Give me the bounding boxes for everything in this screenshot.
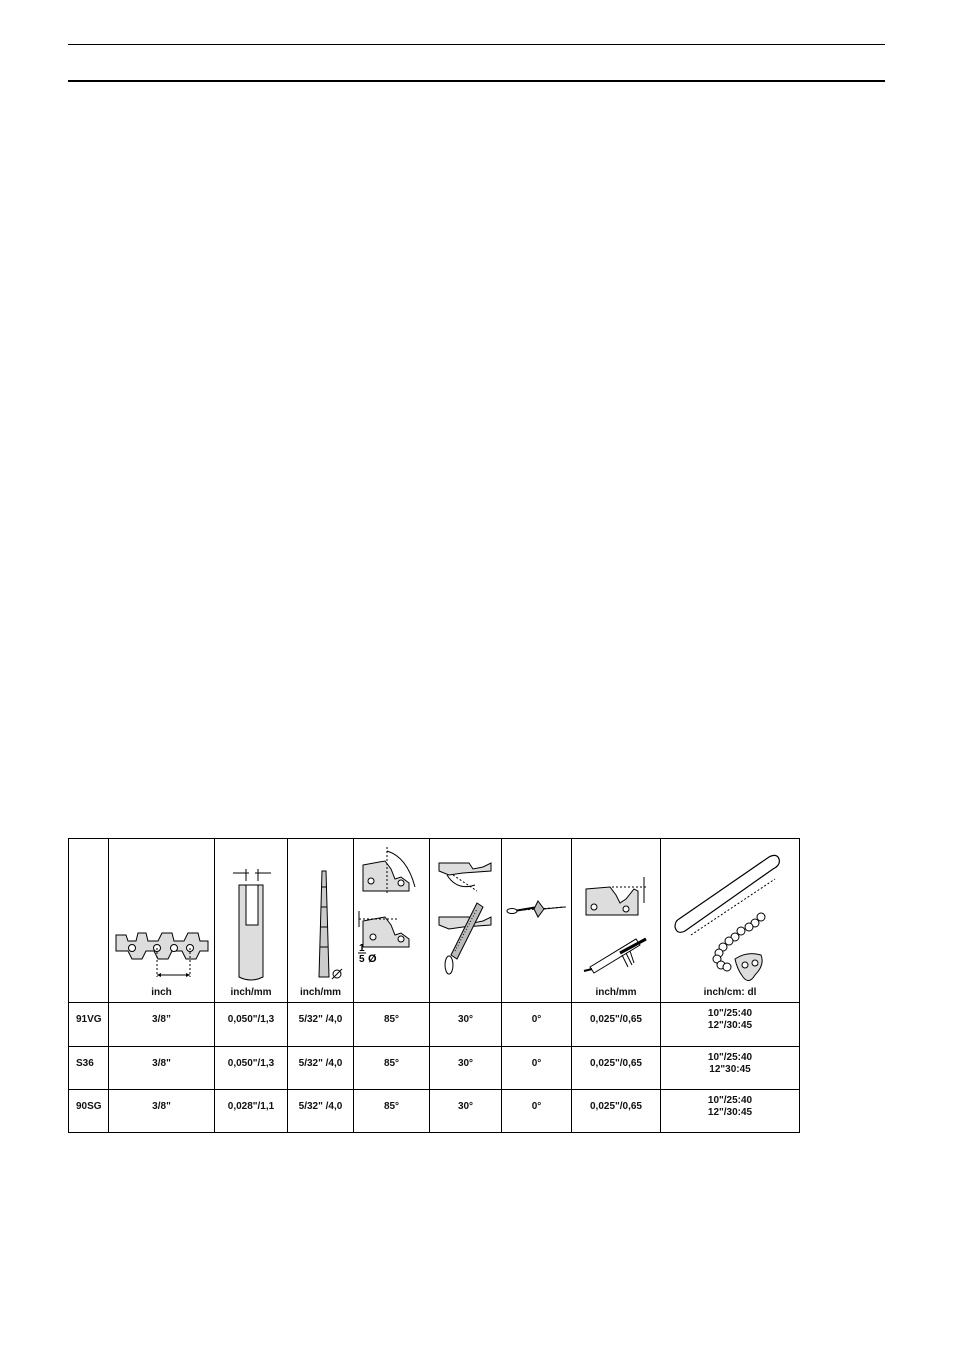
blank-header-cell — [69, 839, 109, 1003]
bar-line-1: 10"/25:40 — [707, 1051, 753, 1063]
model-cell: 91VG — [69, 1003, 109, 1046]
file-angle-cell: 30° — [430, 1003, 502, 1046]
diameter-symbol: Ø — [367, 953, 377, 964]
filing-angle-header-cell — [430, 839, 502, 1003]
gauge-cell: 0,050"/1,3 — [215, 1046, 288, 1089]
chain-spec-table — [68, 838, 800, 1133]
file-holder-angle-icon — [504, 839, 570, 939]
bar-line-2: 12"30:45 — [709, 1063, 751, 1075]
fraction-denominator: 5 — [358, 954, 365, 964]
drive-link-gauge-icon — [221, 867, 281, 987]
pitch-header-cell — [109, 839, 215, 1003]
pitch-cell: 3/8" — [109, 1046, 215, 1089]
model-cell: 90SG — [69, 1089, 109, 1132]
gauge-cell: 0,028"/1,1 — [215, 1089, 288, 1132]
depth-header-cell — [572, 839, 661, 1003]
depth-gauge-icon — [576, 867, 656, 987]
depth-cell: 0,025"/0,65 — [572, 1046, 661, 1089]
top-angle-cell: 85° — [354, 1003, 430, 1046]
top-angle-header-cell — [354, 839, 430, 1003]
guide-bar-chain-icon — [665, 847, 795, 987]
pitch-unit: inch — [151, 987, 172, 999]
bar-cell — [661, 1046, 800, 1089]
pitch-cell: 3/8" — [109, 1089, 215, 1132]
pitch-cell: 3/8” — [109, 1003, 215, 1046]
table-row — [69, 1089, 800, 1132]
holder-angle-cell: 0° — [502, 1046, 572, 1089]
bar-line-2: 12"/30:45 — [707, 1020, 753, 1032]
depth-cell: 0,025"/0,65 — [572, 1003, 661, 1046]
depth-cell: 0,025"/0,65 — [572, 1089, 661, 1132]
bar-unit: inch/cm: dl — [703, 987, 757, 999]
header-rule-thick — [68, 80, 885, 82]
model-cell: S36 — [69, 1046, 109, 1089]
bar-header-cell — [661, 839, 800, 1003]
bar-line-1: 10"/25:40 — [707, 1008, 753, 1020]
file-angle-cell: 30° — [430, 1089, 502, 1132]
top-angle-cell: 85° — [354, 1089, 430, 1132]
top-plate-angle-icon — [357, 839, 427, 964]
file-cell: 5/32" /4,0 — [288, 1003, 354, 1046]
bar-line-1: 10"/25:40 — [707, 1094, 753, 1106]
table-row — [69, 1046, 800, 1089]
gauge-cell: 0,050"/1,3 — [215, 1003, 288, 1046]
chain-pitch-icon — [112, 897, 212, 987]
bar-line-2: 12"/30:45 — [707, 1106, 753, 1118]
depth-unit: inch/mm — [595, 987, 637, 999]
bar-cell — [661, 1089, 800, 1132]
round-file-icon — [296, 867, 346, 987]
holder-angle-header-cell — [502, 839, 572, 1003]
header-rule-thin — [68, 44, 885, 45]
illustration-header-row — [69, 839, 800, 1003]
top-angle-cell: 85° — [354, 1046, 430, 1089]
fraction-numerator: 1 — [358, 943, 365, 954]
file-header-cell — [288, 839, 354, 1003]
gauge-unit: inch/mm — [230, 987, 272, 999]
file-unit: inch/mm — [299, 987, 342, 999]
file-angle-cell: 30° — [430, 1046, 502, 1089]
bar-cell — [661, 1003, 800, 1046]
file-cell: 5/32" /4,0 — [288, 1046, 354, 1089]
filing-angle-icon — [433, 839, 499, 979]
holder-angle-cell: 0° — [502, 1003, 572, 1046]
table-row — [69, 1003, 800, 1046]
gauge-header-cell — [215, 839, 288, 1003]
holder-angle-cell: 0° — [502, 1089, 572, 1132]
file-cell: 5/32" /4,0 — [288, 1089, 354, 1132]
